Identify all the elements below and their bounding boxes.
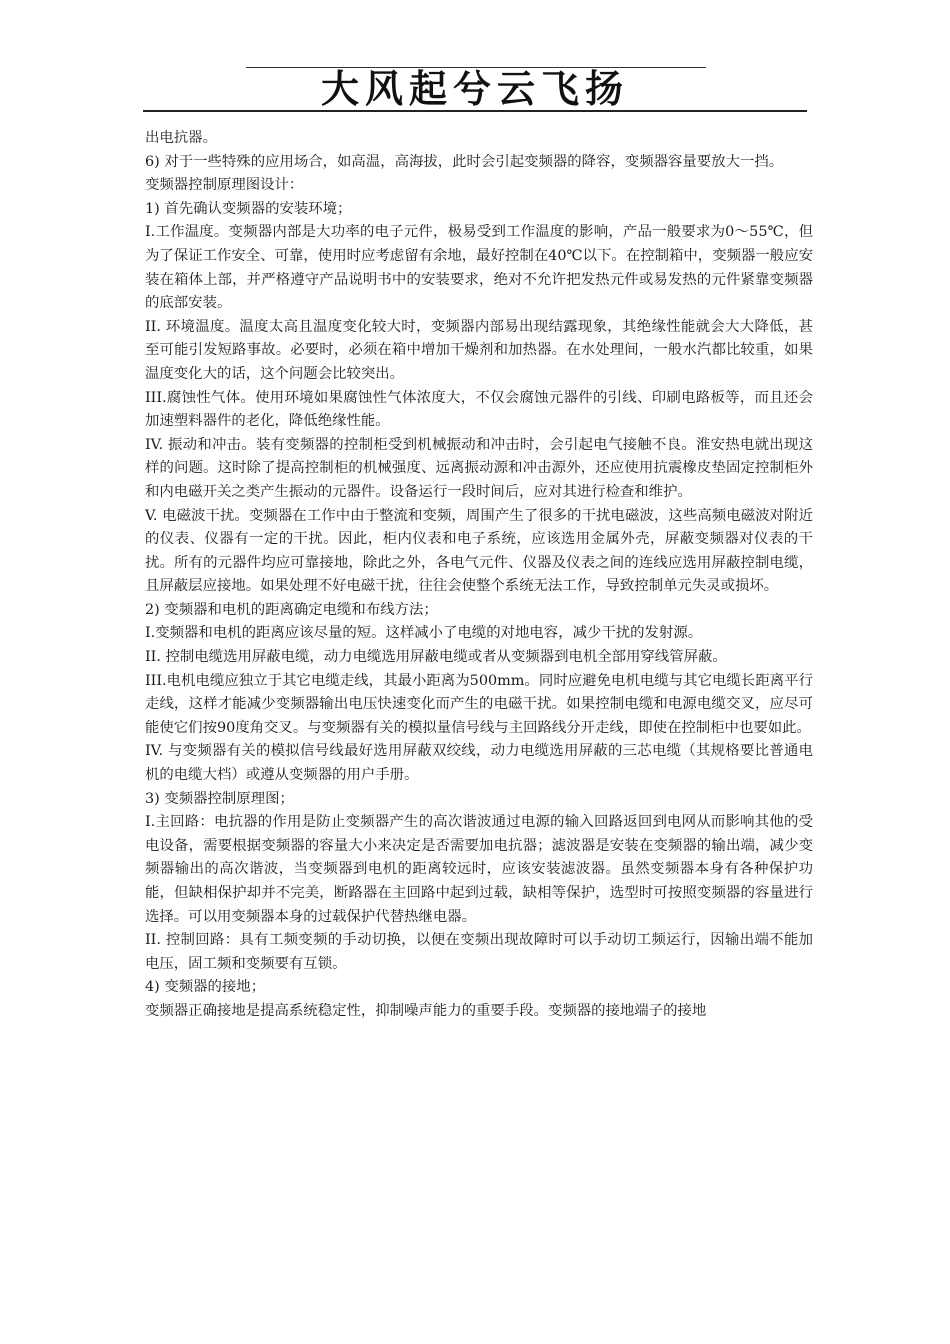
list-heading: 3) 变频器控制原理图；: [145, 790, 294, 807]
page-header: [0, 0, 950, 118]
paragraph: III.电机电缆应独立于其它电缆走线，其最小距离为500mm。同时应避免电机电缆与其它电缆长距离平行走线，这样才能减少变频器输出电压快速变化而产生的电磁干扰。如果控制电缆和电源电缆交叉，应尽可能使它们按90度角交叉。与变频器有关的模拟量信号线与主回路线分开走线，即使在控制柜中也要如此。: [145, 672, 813, 736]
paragraph: III.腐蚀性气体。使用环境如果腐蚀性气体浓度大，不仅会腐蚀元器件的引线、印刷电路板等，而且还会加速塑料器件的老化，降低绝缘性能。: [145, 389, 813, 430]
list-heading: 4) 变频器的接地；: [145, 979, 266, 996]
paragraph: 变频器正确接地是提高系统稳定性，抑制噪声能力的重要手段。变频器的接地端子的接地: [145, 1002, 707, 1019]
list-heading: 2) 变频器和电机的距离确定电缆和布线方法；: [145, 601, 438, 618]
section-heading: 变频器控制原理图设计：: [145, 177, 304, 194]
paragraph: I.工作温度。变频器内部是大功率的电子元件，极易受到工作温度的影响，产品一般要求为0～55℃，但为了保证工作安全、可靠，使用时应考虑留有余地，最好控制在40℃以下。在控制箱中，变频器一般应安装在箱体上部，并严格遵守产品说明书中的安装要求，绝对不允许把发热元件或易发热的元件紧靠变频器的底部安装。: [145, 224, 813, 312]
paragraph: I.变频器和电机的距离应该尽量的短。这样减小了电缆的对地电容，减少干扰的发射源。: [145, 625, 703, 642]
header-bottom-rule: [143, 110, 807, 112]
paragraph: IV. 与变频器有关的模拟信号线最好选用屏蔽双绞线，动力电缆选用屏蔽的三芯电缆（其规格要比普通电机的电缆大档）或遵从变频器的用户手册。: [145, 743, 813, 784]
paragraph: II. 控制电缆选用屏蔽电缆，动力电缆选用屏蔽电缆或者从变频器到电机全部用穿线管屏蔽。: [145, 649, 727, 666]
paragraph: IV. 振动和冲击。装有变频器的控制柜受到机械振动和冲击时，会引起电气接触不良。淮安热电就出现这样的问题。这时除了提高控制柜的机械强度、远离振动源和冲击源外，还应使用抗震橡皮垫固定控制柜外和内电磁开关之类产生振动的元器件。设备运行一段时间后，应对其进行检查和维护。: [145, 436, 813, 500]
header-title: 大风起兮云飞扬: [320, 66, 629, 111]
paragraph: I.主回路：电抗器的作用是防止变频器产生的高次谐波通过电源的输入回路返回到电网从而影响其他的受电设备，需要根据变频器的容量大小来决定是否需要加电抗器；滤波器是安装在变频器的输出端，减少变频器输出的高次谐波，当变频器到电机的距离较远时，应该安装滤波器。虽然变频器本身有各种保护功能，但缺相保护却并不完美，断路器在主回路中起到过载，缺相等保护，选型时可按照变频器的容量进行选择。可以用变频器本身的过载保护代替热继电器。: [145, 814, 813, 925]
paragraph: II. 控制回路：具有工频变频的手动切换，以便在变频出现故障时可以手动切工频运行，因输出端不能加电压，固工频和变频要有互锁。: [145, 932, 813, 972]
document-body: [145, 127, 813, 1024]
paragraph: II. 环境温度。温度太高且温度变化较大时，变频器内部易出现结露现象，其绝缘性能就会大大降低，甚至可能引发短路事故。必要时，必须在箱中增加干燥剂和加热器。在水处理间，一般水汽都比较重，如果温度变化大的话，这个问题会比较突出。: [145, 318, 813, 382]
paragraph: 6) 对于一些特殊的应用场合，如高温，高海拔，此时会引起变频器的降容，变频器容量要放大一挡。: [145, 153, 784, 170]
paragraph: 出电抗器。: [145, 130, 217, 146]
paragraph: V. 电磁波干扰。变频器在工作中由于整流和变频，周围产生了很多的干扰电磁波，这些高频电磁波对附近的仪表、仪器有一定的干扰。因此，柜内仪表和电子系统，应该选用金属外壳，屏蔽变频器对仪表的干扰。所有的元器件均应可靠接地，除此之外，各电气元件、仪器及仪表之间的连线应选用屏蔽控制电缆，且屏蔽层应接地。如果处理不好电磁干扰，往往会使整个系统无法工作，导致控制单元失灵或损坏。: [145, 507, 813, 595]
list-heading: 1) 首先确认变频器的安装环境；: [145, 200, 352, 217]
